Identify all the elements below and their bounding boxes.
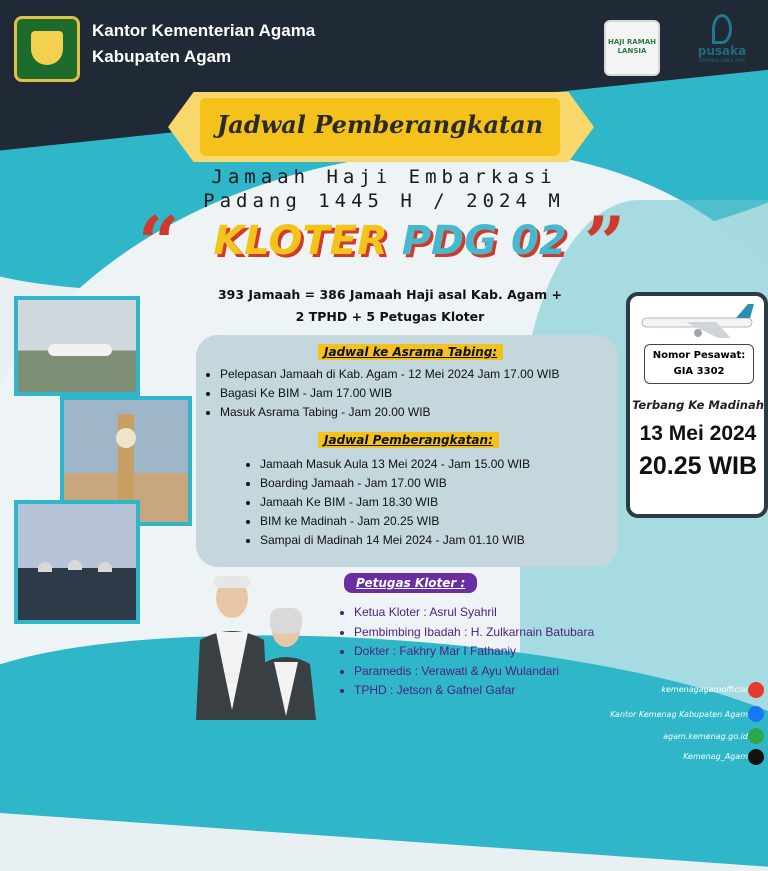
flight-date: 13 Mei 2024: [639, 422, 757, 445]
list-item: • Sampai di Madinah 14 Mei 2024 - Jam 01.10 WIB: [260, 531, 530, 550]
subtitle-line-1: Jamaah Haji Embarkasi: [211, 166, 557, 188]
list-item: • Boarding Jamaah - Jam 17.00 WIB: [260, 474, 530, 493]
organization-name: [92, 18, 315, 70]
pusaka-logo: [690, 14, 754, 80]
social-youtube-handle: kemenagagamofficial: [661, 685, 748, 694]
list-item: • Paramedis : Verawati & Ayu Wulandari: [354, 662, 594, 682]
open-quote-mark: “: [138, 200, 180, 285]
kloter-word: KLOTER: [213, 218, 388, 264]
flight-number: GIA 3302: [673, 366, 725, 377]
flight-number-label: Nomor Pesawat:: [652, 350, 746, 361]
haji-ramah-lansia-logo: [604, 20, 660, 76]
airplane-icon: [636, 300, 760, 340]
social-facebook-handle: Kantor Kemenag Kabupaten Agam: [610, 710, 748, 719]
list-item: • BIM ke Madinah - Jam 20.25 WIB: [260, 512, 530, 531]
org-line-2: Kabupaten Agam: [92, 47, 232, 66]
list-item: • Pelepasan Jamaah di Kab. Agam - 12 Mei 2024 Jam 17.00 WIB: [220, 365, 560, 384]
destination-label: Terbang Ke Madinah: [632, 398, 764, 412]
list-item: • Bagasi Ke BIM - Jam 17.00 WIB: [220, 384, 560, 403]
flight-time: 20.25 WIB: [638, 452, 758, 480]
kloter-code: PDG 02: [401, 218, 567, 264]
officers-illustration: [186, 570, 326, 720]
jamaah-summary-line-2: 2 TPHD + 5 Petugas Kloter: [295, 309, 485, 324]
officers-list: [340, 603, 594, 701]
departure-schedule-list: [244, 455, 530, 550]
facebook-icon: [748, 706, 764, 722]
youtube-icon: [748, 682, 764, 698]
haji-logo-text: HAJI RAMAH LANSIA: [608, 38, 656, 55]
subtitle-line-2: Padang 1445 H / 2024 M: [203, 190, 565, 212]
list-item: • Pembimbing Ibadah : H. Zulkarnain Batubara: [354, 623, 594, 643]
asrama-schedule-heading: Jadwal ke Asrama Tabing:: [318, 344, 503, 360]
page-title: Jadwal Pemberangkatan: [216, 110, 544, 139]
pusaka-name: pusaka: [697, 44, 747, 58]
social-website: agam.kemenag.go.id: [663, 732, 748, 741]
asrama-schedule-list: [204, 365, 560, 422]
jamaah-summary: [200, 284, 580, 328]
list-item: • Dokter : Fakhry Mar I Fathaniy: [354, 642, 594, 662]
pusaka-subtitle: KEMENAG SUPER APPS: [699, 58, 745, 63]
org-line-1: Kantor Kementerian Agama: [92, 21, 316, 40]
flight-number-box: [644, 344, 754, 384]
jamaah-summary-line-1: 393 Jamaah = 386 Jamaah Haji asal Kab. Agam +: [217, 287, 563, 302]
kloter-title: [180, 218, 600, 264]
pusaka-mark-icon: [712, 14, 732, 44]
mosque-photo: [14, 500, 140, 624]
web-icon: [748, 728, 764, 744]
officers-heading: Petugas Kloter :: [344, 573, 477, 593]
list-item: • TPHD : Jetson & Gafnel Gafar: [354, 681, 594, 701]
tiktok-icon: [748, 749, 764, 765]
list-item: • Ketua Kloter : Asrul Syahril: [354, 603, 594, 623]
list-item: • Jamaah Ke BIM - Jam 18.30 WIB: [260, 493, 530, 512]
airport-plane-photo: [14, 296, 140, 396]
departure-schedule-heading: Jadwal Pemberangkatan:: [318, 432, 499, 448]
kemenag-logo: [14, 16, 80, 82]
list-item: • Masuk Asrama Tabing - Jam 20.00 WIB: [220, 403, 560, 422]
close-quote-mark: ”: [584, 200, 626, 285]
social-tiktok-handle: Kemenag_Agam: [683, 752, 748, 761]
list-item: • Jamaah Masuk Aula 13 Mei 2024 - Jam 15.00 WIB: [260, 455, 530, 474]
